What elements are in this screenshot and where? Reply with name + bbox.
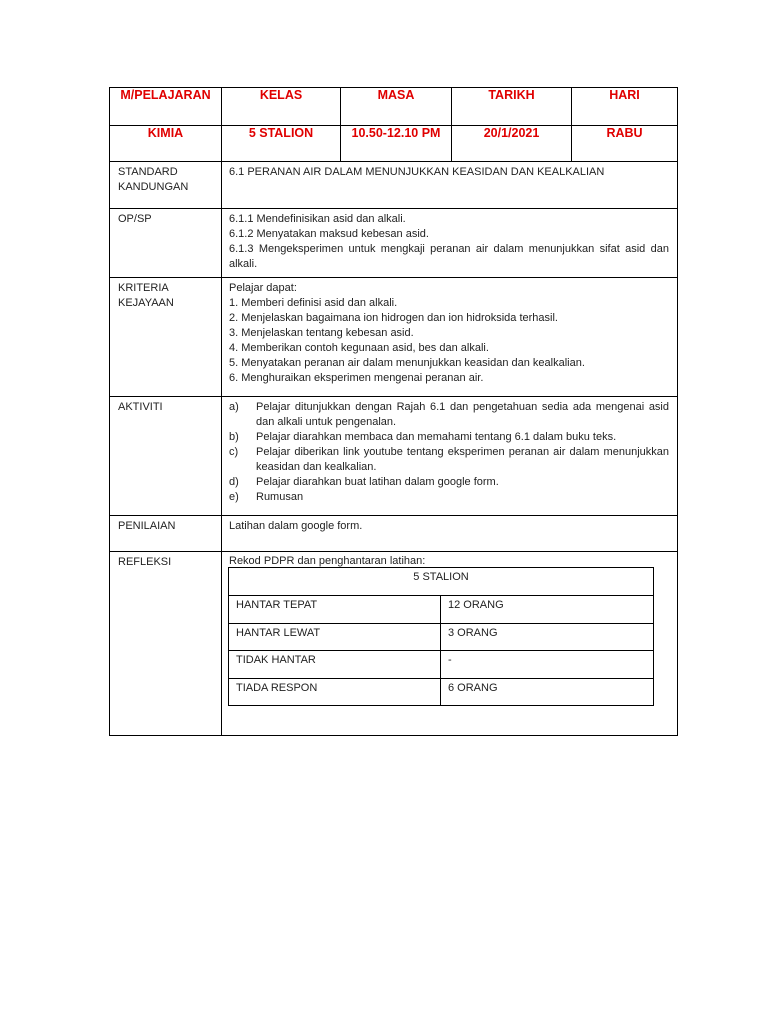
row-standard — [110, 162, 678, 209]
submission-table — [228, 567, 654, 706]
standard-content: 6.1 PERANAN AIR DALAM MENUNJUKKAN KEASIDAN DAN KEALKALIAN — [229, 166, 605, 178]
label-standard: STANDARD KANDUNGAN — [118, 166, 189, 193]
submission-title: 5 STALION — [229, 568, 654, 596]
submission-value: - — [441, 651, 654, 679]
value-subject: KIMIA — [110, 126, 222, 162]
header-values-row — [110, 126, 678, 162]
header-subject: M/PELAJARAN — [110, 88, 222, 126]
kriteria-line-6: 6. Menghuraikan eksperimen mengenai peranan air. — [229, 372, 484, 384]
submission-title-row — [229, 568, 654, 596]
label-refleksi: REFLEKSI — [118, 556, 172, 568]
list-item — [229, 400, 669, 430]
submission-value: 12 ORANG — [441, 596, 654, 624]
kriteria-line-5: 5. Menyatakan peranan air dalam menunjukkan keasidan dan kealkalian. — [229, 357, 585, 369]
aktiviti-text: Pelajar diarahkan buat latihan dalam google form. — [256, 476, 499, 488]
kriteria-line-2: 2. Menjelaskan bagaimana ion hidrogen dan ion hidroksida terhasil. — [229, 312, 558, 324]
kriteria-line-4: 4. Memberikan contoh kegunaan asid, bes dan alkali. — [229, 342, 489, 354]
value-time-text: 10.50-12.10 PM — [351, 126, 441, 140]
header-class: KELAS — [222, 88, 341, 126]
table-row — [229, 651, 654, 679]
submission-label: TIDAK HANTAR — [229, 651, 441, 679]
table-row — [229, 623, 654, 651]
row-penilaian — [110, 516, 678, 552]
header-row — [110, 88, 678, 126]
submission-value: 3 ORANG — [441, 623, 654, 651]
opsp-line-1: 6.1.1 Mendefinisikan asid dan alkali. — [229, 213, 406, 225]
aktiviti-text: Pelajar diarahkan membaca dan memahami tentang 6.1 dalam buku teks. — [256, 431, 617, 443]
value-class: 5 STALION — [222, 126, 341, 162]
refleksi-intro: Rekod PDPR dan penghantaran latihan: — [229, 555, 426, 567]
row-refleksi — [110, 552, 678, 736]
aktiviti-marker: d) — [229, 476, 239, 488]
label-aktiviti: AKTIVITI — [118, 401, 163, 413]
header-time: MASA — [341, 88, 452, 126]
submission-label: HANTAR LEWAT — [229, 623, 441, 651]
aktiviti-list — [229, 400, 669, 505]
row-aktiviti — [110, 397, 678, 516]
value-day: RABU — [572, 126, 678, 162]
aktiviti-marker: b) — [229, 431, 239, 443]
kriteria-line-1: 1. Memberi definisi asid dan alkali. — [229, 297, 398, 309]
label-opsp: OP/SP — [118, 213, 152, 225]
aktiviti-marker: a) — [229, 401, 239, 413]
value-time — [341, 126, 452, 162]
kriteria-intro: Pelajar dapat: — [229, 282, 297, 294]
penilaian-content: Latihan dalam google form. — [229, 520, 363, 532]
row-kriteria — [110, 278, 678, 397]
submission-value: 6 ORANG — [441, 678, 654, 706]
submission-label: HANTAR TEPAT — [229, 596, 441, 624]
row-opsp — [110, 209, 678, 278]
header-day: HARI — [572, 88, 678, 126]
value-date: 20/1/2021 — [452, 126, 572, 162]
lesson-plan-table — [109, 87, 678, 736]
kriteria-line-3: 3. Menjelaskan tentang kebesan asid. — [229, 327, 414, 339]
opsp-line-2: 6.1.2 Menyatakan maksud kebesan asid. — [229, 228, 429, 240]
list-item — [229, 430, 669, 445]
submission-label: TIADA RESPON — [229, 678, 441, 706]
list-item — [229, 475, 669, 490]
label-kriteria: KRITERIA KEJAYAAN — [118, 282, 174, 309]
aktiviti-text: Pelajar diberikan link youtube tentang eksperimen peranan air dalam menunjukkan keasidan dan kealkalian. — [256, 446, 669, 473]
aktiviti-marker: e) — [229, 491, 239, 503]
label-penilaian: PENILAIAN — [118, 520, 176, 532]
aktiviti-marker: c) — [229, 446, 239, 458]
opsp-line-3: 6.1.3 Mengeksperimen untuk mengkaji peranan air dalam menunjukkan sifat asid dan alkali. — [229, 243, 669, 270]
list-item — [229, 445, 669, 475]
table-row — [229, 596, 654, 624]
list-item — [229, 490, 669, 505]
aktiviti-text: Pelajar ditunjukkan dengan Rajah 6.1 dan pengetahuan sedia ada mengenai asid dan alkali untuk pengenalan. — [256, 401, 669, 428]
header-date: TARIKH — [452, 88, 572, 126]
aktiviti-text: Rumusan — [256, 491, 304, 503]
table-row — [229, 678, 654, 706]
